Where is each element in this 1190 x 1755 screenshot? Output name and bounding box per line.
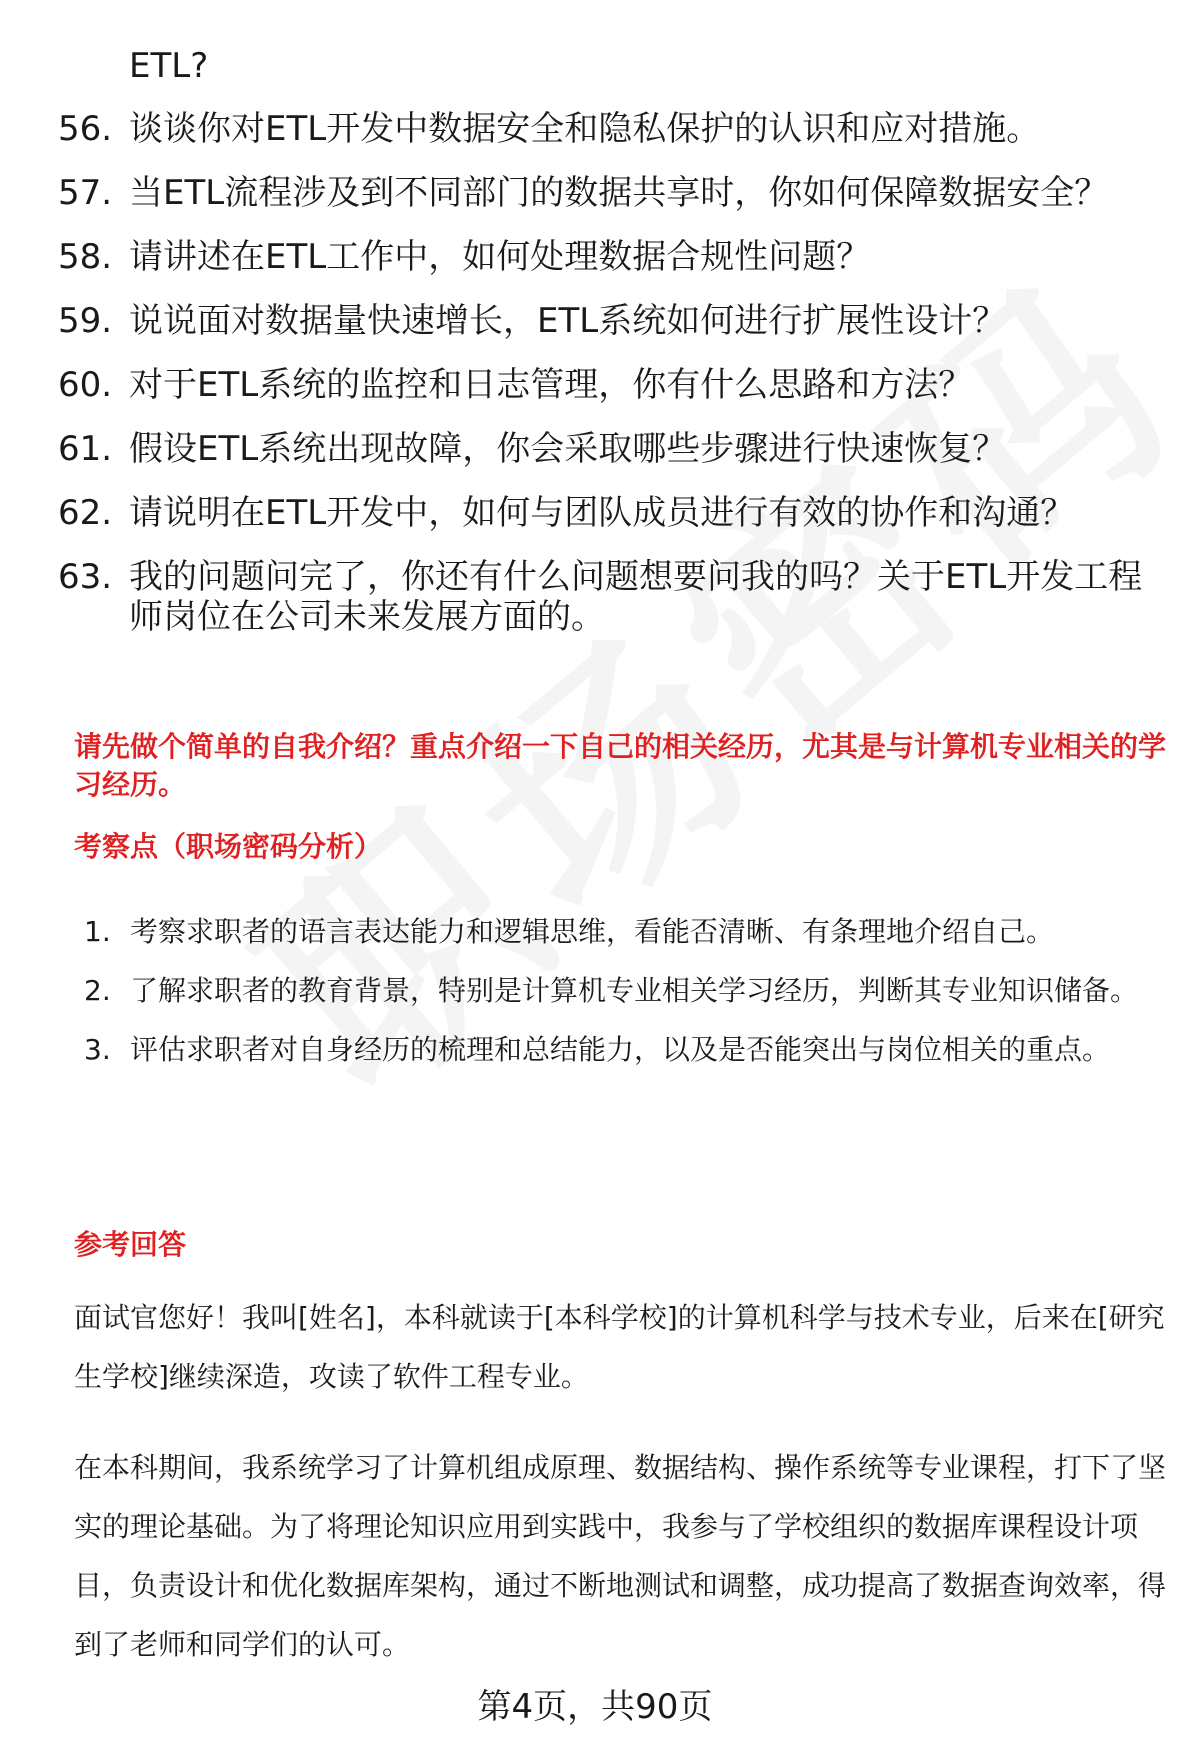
question-item <box>58 46 1168 86</box>
question-item <box>58 493 1168 533</box>
question-item <box>58 173 1168 213</box>
assessment-list <box>84 902 1174 1079</box>
assessment-number: 2. <box>84 974 111 1007</box>
assessment-text: 评估求职者对自身经历的梳理和总结能力，以及是否能突出与岗位相关的重点。 <box>130 1033 1111 1066</box>
question-number: 57. <box>58 173 113 213</box>
assessment-item <box>84 902 1174 961</box>
assessment-item <box>84 1020 1174 1079</box>
assessment-number: 1. <box>84 915 111 948</box>
question-item <box>58 109 1168 149</box>
question-number: 58. <box>58 237 113 277</box>
question-number <box>58 46 129 86</box>
question-text: ETL? <box>129 46 209 86</box>
answer-paragraph: 在本科期间，我系统学习了计算机组成原理、数据结构、操作系统等专业课程，打下了坚实的理论基础。为了将理论知识应用到实践中，我参与了学校组织的数据库课程设计项目，负责设计和优化数据库架构，通过不断地测试和调整，成功提高了数据查询效率，得到了老师和同学们的认可。 <box>74 1451 1167 1661</box>
answer-paragraph: 面试官您好！我叫[姓名]，本科就读于[本科学校]的计算机科学与技术专业，后来在[研究生学校]继续深造，攻读了软件工程专业。 <box>74 1301 1165 1393</box>
answer-title: 参考回答 <box>74 1228 187 1261</box>
question-text: 对于ETL系统的监控和日志管理，你有什么思路和方法？ <box>129 365 973 405</box>
question-item <box>58 365 1168 405</box>
assessment-number: 3. <box>84 1033 111 1066</box>
assessment-title: 考察点（职场密码分析） <box>74 830 383 863</box>
question-number: 56. <box>58 109 113 149</box>
question-number: 59. <box>58 301 113 341</box>
question-item <box>58 237 1168 277</box>
question-text: 说说面对数据量快速增长，ETL系统如何进行扩展性设计？ <box>129 301 1007 341</box>
question-text: 我的问题问完了，你还有什么问题想要问我的吗？关于ETL开发工程师岗位在公司未来发展方面的。 <box>129 557 1143 637</box>
assessment-item <box>84 961 1174 1020</box>
question-text: 假设ETL系统出现故障，你会采取哪些步骤进行快速恢复？ <box>129 429 1007 469</box>
question-number: 63. <box>58 557 113 597</box>
question-text: 请说明在ETL开发中，如何与团队成员进行有效的协作和沟通？ <box>129 493 1075 533</box>
question-item <box>58 301 1168 341</box>
assessment-text: 考察求职者的语言表达能力和逻辑思维，看能否清晰、有条理地介绍自己。 <box>130 915 1055 948</box>
question-item <box>58 557 1168 637</box>
question-item <box>58 429 1168 469</box>
question-text: 请讲述在ETL工作中，如何处理数据合规性问题？ <box>129 237 871 277</box>
page-number: 第4页，共90页 <box>477 1687 713 1727</box>
question-number: 60. <box>58 365 113 405</box>
question-list <box>58 46 1168 661</box>
question-number: 62. <box>58 493 113 533</box>
question-text: 谈谈你对ETL开发中数据安全和隐私保护的认识和应对措施。 <box>129 109 1041 149</box>
question-number: 61. <box>58 429 113 469</box>
assessment-text: 了解求职者的教育背景，特别是计算机专业相关学习经历，判断其专业知识储备。 <box>130 974 1139 1007</box>
section-question-heading: 请先做个简单的自我介绍？重点介绍一下自己的相关经历，尤其是与计算机专业相关的学习经历。 <box>74 730 1167 801</box>
question-text: 当ETL流程涉及到不同部门的数据共享时，你如何保障数据安全？ <box>129 173 1109 213</box>
